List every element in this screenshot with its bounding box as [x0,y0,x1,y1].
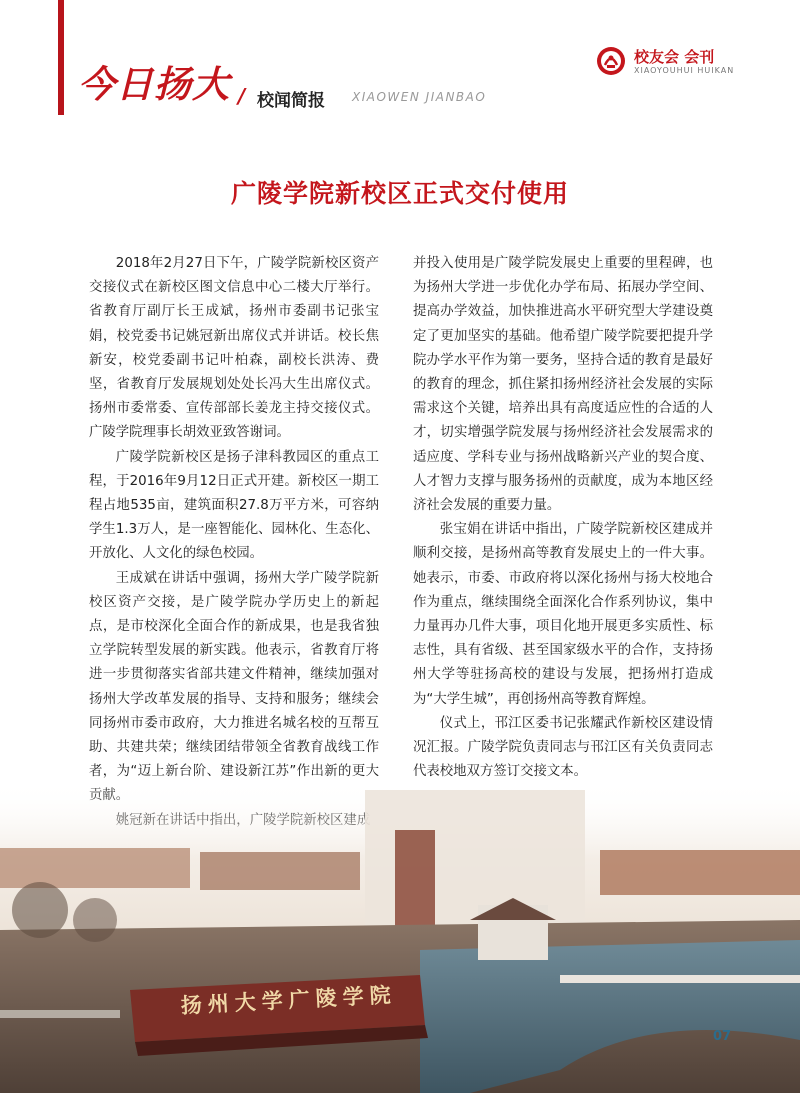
article-title: 广陵学院新校区正式交付使用 [230,179,569,208]
paragraph: 广陵学院新校区是扬子津科教园区的重点工程，于2016年9月12日正式开建。新校区一期工程占地535亩，建筑面积27.8万平方米，可容纳学生1.3万人，是一座智能化、园林化、生态化、开放化、人文化的绿色校园。 [89,449,379,562]
building-center-wing [395,830,435,930]
article-column-right [413,252,713,784]
building-left-2 [200,852,360,890]
subsection-title: 校闻简报 [257,91,325,111]
paragraph: 并投入使用是广陵学院发展史上重要的里程碑，也为扬州大学进一步优化办学布局、拓展办学空间、提高办学效益，加快推进高水平研究型大学建设奠定了更加坚实的基础。他希望广陵学院要把提升学院办学水平作为第一要务，坚持合适的教育是最好的教育的理念，抓住紧扣扬州经济社会发展的实际需求这个关键，培养出具有高度适应性的合适的人才，切实增强学院发展与扬州经济社会发展需求的适应度、学科专业与扬州战略新兴产业的契合度、人才智力支撑与服务扬州的贡献度，成为本地区经济社会发展的重要力量。 [413,256,713,514]
article-column-left [89,252,379,833]
fence-left [0,1010,120,1018]
building-left [0,848,190,888]
alumni-logo-icon [596,46,626,76]
paragraph: 仪式上，邗江区委书记张耀武作新校区建设情况汇报。广陵学院负责同志与邗江区有关负责同志代表校地双方签订交接文本。 [413,715,713,780]
alumni-brand [596,46,766,80]
paragraph: 王成斌在讲话中强调，扬州大学广陵学院新校区资产交接，是广陵学院办学历史上的新起点，是市校深化全面合作的新成果，也是我省独立学院转型发展的新实践。他表示，省教育厅将进一步贯彻落实省部共建文件精神，继续加强对扬州大学改革发展的指导、支持和服务；继续会同扬州市委市政府，大力推进名城名校的互帮互助、共建共荣；继续团结带领全省教育战线工作者，为“迈上新台阶、建设新江苏”作出新的更大 [89,570,379,780]
campus-sign-text: 扬州大学广陵学院 [180,981,398,1018]
building-right [600,850,800,895]
subsection-pinyin: XIAOWEN JIANBAO [352,90,487,104]
page-number: 07 [713,1029,732,1044]
header-red-rule [58,0,64,115]
tree [73,898,117,942]
tree [12,882,68,938]
header-slash: / [238,84,246,108]
campus-photo [0,780,800,1093]
section-title: 今日扬大 [78,63,230,106]
bridge-rail [560,975,800,983]
paragraph: 张宝娟在讲话中指出，广陵学院新校区建成并顺利交接，是扬州高等教育发展史上的一件大事。她表示，市委、市政府将以深化扬州与扬大校地合作为重点，继续围绕全面深化合作系列协议，集中力量再办几件大事，项目化地开展更多实质性、标志性，具有省级、甚至国家级水平的合作，支持扬州大学等驻扬高校的建设与发展，把扬州打造成为“大学生城”，再创扬州高等教育辉煌。 [413,522,713,707]
paragraph: 2018年2月27日下午，广陵学院新校区资产交接仪式在新校区图文信息中心二楼大厅举行。省教育厅副厅长王成斌，扬州市委副书记张宝娟，校党委书记姚冠新出席仪式并讲话。校长焦新安，校党委副书记叶柏森，副校长洪涛、费坚，省教育厅发展规划处处长冯大生出席仪式。扬州市委常委、宣传部部长姜龙主持交接仪式。广陵学院理事长胡效亚致答谢词。 [89,256,379,441]
brand-subtitle: XIAOYOUHUI HUIKAN [634,66,735,75]
brand-name: 校友会 会刊 [634,48,715,66]
